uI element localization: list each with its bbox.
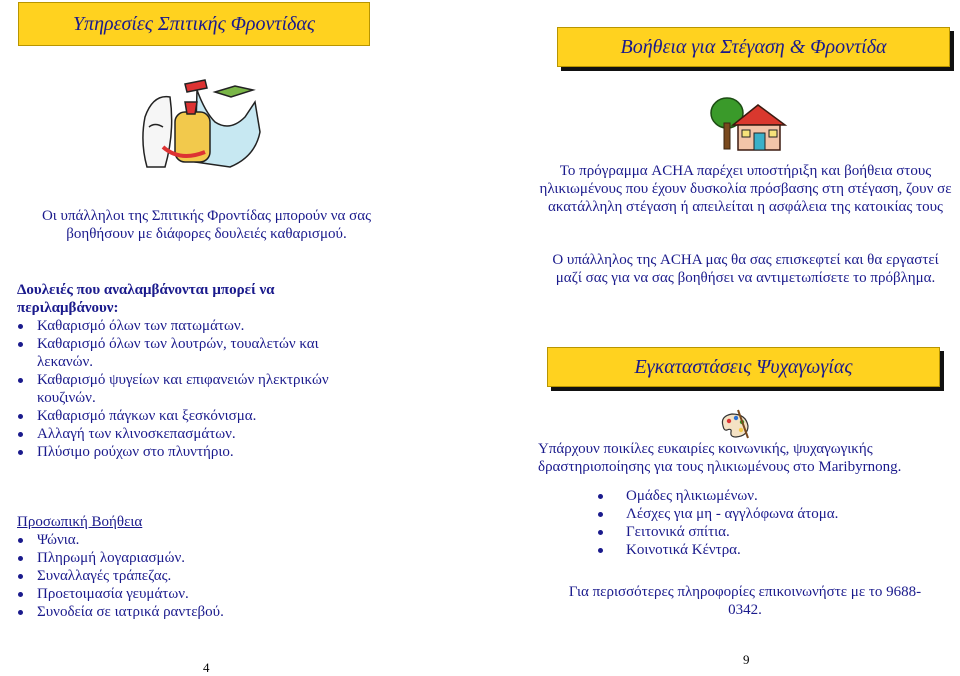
palette-brush-icon [718,408,752,442]
recreation-banner [547,347,940,387]
left-title-banner [18,2,370,46]
cleaning-supplies-icon [135,72,270,172]
left-tasks-section [17,281,377,461]
left-title: Υπηρεσίες Σπιτικής Φροντίδας [72,12,316,35]
recreation-list [626,487,946,559]
list-item: Καθαρισμό ψυγείων και επιφανειών ηλεκτρικών κουζινών. [17,371,377,407]
house-tree-icon [705,95,790,153]
list-item: Πληρωμή λογαριασμών. [17,549,377,567]
list-item: Καθαρισμό πάγκων και ξεσκόνισμα. [17,407,377,425]
left-personal-section [17,513,377,621]
list-item: Αλλαγή των κλινοσκεπασμάτων. [17,425,377,443]
acha-paragraph-1: Το πρόγραμμα ACHA παρέχει υποστήριξη και βοήθεια στους ηλικιωμένους που έχουν δυσκολία πρόσβασης στη στέγαση, ζουν σε ακατάλληλη στέγαση ή απειλείται η ασφάλεια της κατοικίας τους [539,163,952,215]
left-page-number: 4 [203,660,210,675]
personal-list [17,531,377,621]
list-item: Προετοιμασία γευμάτων. [17,585,377,603]
list-item: Συνοδεία σε ιατρικά ραντεβού. [17,603,377,621]
personal-heading: Προσωπική Βοήθεια [17,514,143,530]
list-item: Συναλλαγές τράπεζας. [17,567,377,585]
list-item: Καθαρισμό όλων των πατωμάτων. [17,317,377,335]
list-item: Πλύσιμο ρούχων στο πλυντήριο. [17,443,377,461]
left-intro: Οι υπάλληλοι της Σπιτικής Φροντίδας μπορούν να σας βοηθήσουν με διάφορες δουλειές καθαρισμού. [41,208,372,242]
recreation-title: Εγκαταστάσεις Ψυχαγωγίας [634,355,853,378]
tasks-heading: Δουλειές που αναλαμβάνονται μπορεί να περιλαμβάνουν: [17,282,275,316]
acha-paragraph-2: Ο υπάλληλος της ACHA μας θα σας επισκεφτεί και θα εργαστεί μαζί σας για να σας βοηθήσει να αντιμετωπίσετε το πρόβλημα. [552,252,939,286]
list-item: Καθαρισμό όλων των λουτρών, τουαλετών και λεκανών. [17,335,377,371]
right-title: Βοήθεια για Στέγαση & Φροντίδα [620,35,887,58]
list-item: Ψώνια. [17,531,377,549]
list-item: Γειτονικά σπίτια. [626,523,946,541]
contact-info: Για περισσότερες πληροφορίες επικοινωνήστε με το 9688-0342. [568,584,922,618]
list-item: Λέσχες για μη - αγγλόφωνα άτομα. [626,505,946,523]
tasks-list [17,317,377,461]
right-page-number: 9 [743,652,750,667]
list-item: Ομάδες ηλικιωμένων. [626,487,946,505]
list-item: Κοινοτικά Κέντρα. [626,541,946,559]
right-title-banner [557,27,950,67]
recreation-intro: Υπάρχουν ποικίλες ευκαιρίες κοινωνικής, ψυχαγωγικής δραστηριοποίησης για τους ηλικιωμένους στο Maribyrnong. [538,441,902,475]
